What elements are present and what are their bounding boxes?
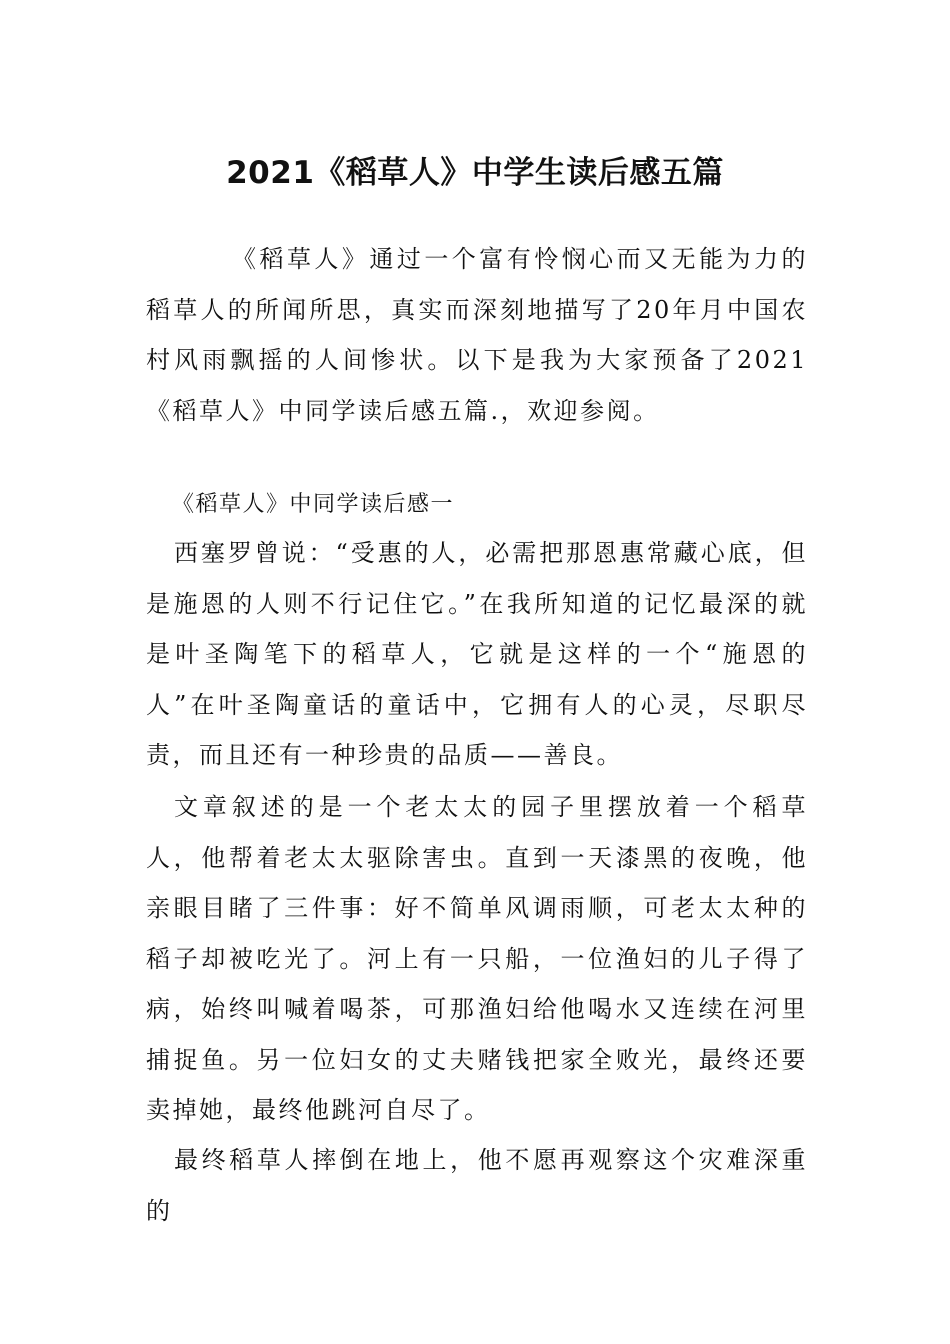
body-paragraph: 最终稻草人摔倒在地上，他不愿再观察这个灾难深重的 — [146, 1146, 808, 1225]
intro-paragraph: 《稻草人》通过一个富有怜悯心而又无能为力的稻草人的所闻所思，真实而深刻地描写了20年月中国农村风雨飘摇的人间惨状。以下是我为大家预备了2021《稻草人》中同学读后感五篇.，欢迎参阅。 — [146, 245, 808, 425]
body-paragraph: 文章叙述的是一个老太太的园子里摆放着一个稻草人，他帮着老太太驱除害虫。直到一天漆黑的夜晚，他亲眼目睹了三件事：好不简单风调雨顺，可老太太种的稻子却被吃光了。河上有一只船，一位渔妇的儿子得了病，始终叫喊着喝茶，可那渔妇给他喝水又连续在河里捕捉鱼。另一位妇女的丈夫赌钱把家全败光，最终还要卖掉她，最终他跳河自尽了。 — [146, 793, 808, 1124]
body-paragraph: 西塞罗曾说：“受惠的人，必需把那恩惠常藏心底，但是施恩的人则不行记住它。”在我所知道的记忆最深的就是叶圣陶笔下的稻草人，它就是这样的一个“施恩的人”在叶圣陶童话的童话中，它拥有人的心灵，尽职尽责，而且还有一种珍贵的品质——善良。 — [146, 539, 808, 769]
section-heading: 《稻草人》中同学读后感一 — [172, 492, 455, 517]
document-title: 2021《稻草人》中学生读后感五篇 — [226, 154, 724, 191]
